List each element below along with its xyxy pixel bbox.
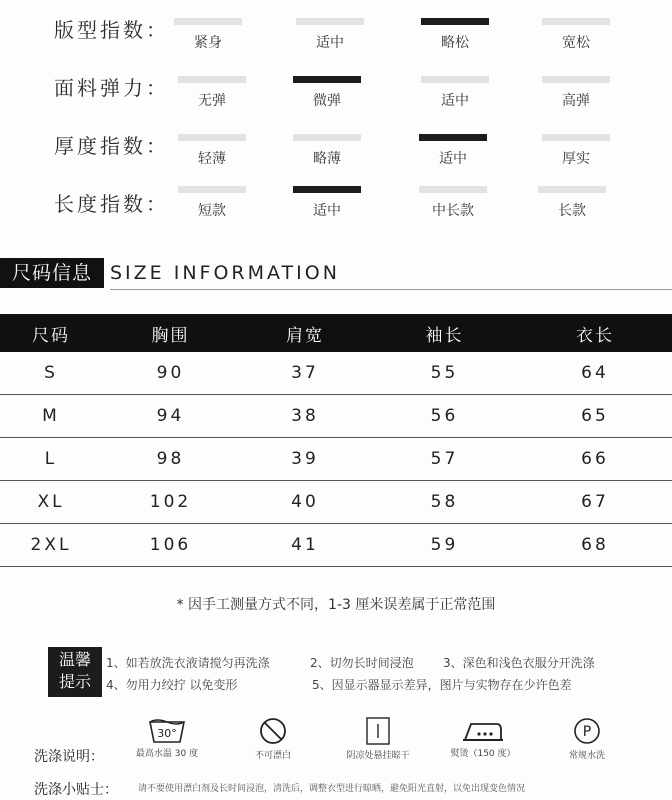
tips-title: 提示 bbox=[58, 672, 91, 691]
table-row bbox=[0, 438, 672, 481]
table-row bbox=[0, 352, 672, 395]
wash-item: 不可漂白 bbox=[218, 716, 328, 761]
table-cell: 55 bbox=[371, 352, 518, 395]
wash-instructions-label: 洗涤说明： bbox=[34, 749, 104, 765]
table-cell: 102 bbox=[102, 481, 239, 524]
wash-tip-text: 请不要使用漂白剂及长时间浸泡，清洗后，调整衣型进行晾晒，避免阳光直射，以免出现变色情况 bbox=[138, 784, 526, 794]
table-cell: 65 bbox=[518, 395, 672, 438]
table-cell: 98 bbox=[102, 438, 239, 481]
table-cell: 37 bbox=[239, 352, 371, 395]
table-cell: 94 bbox=[102, 395, 239, 438]
index-option: 厚实 bbox=[541, 134, 611, 168]
table-cell: 59 bbox=[371, 524, 518, 567]
table-row bbox=[0, 395, 672, 438]
table-cell: 2XL bbox=[0, 524, 102, 567]
table-cell: 68 bbox=[518, 524, 672, 567]
dry-clean-icon bbox=[572, 716, 602, 746]
table-header-row bbox=[0, 314, 672, 352]
index-option: 适中 bbox=[420, 76, 490, 110]
wash-item: 阴凉处悬挂晾干 bbox=[323, 716, 433, 761]
index-option: 无弹 bbox=[177, 76, 247, 110]
index-option: 适中 bbox=[295, 18, 365, 52]
size-info-title: 尺码信息 bbox=[0, 258, 104, 288]
table-row bbox=[0, 481, 672, 524]
divider bbox=[110, 289, 672, 290]
table-cell: 67 bbox=[518, 481, 672, 524]
table-cell: 58 bbox=[371, 481, 518, 524]
column-header: 袖长 bbox=[371, 314, 518, 352]
wash-tip-label: 洗涤小贴士： bbox=[34, 782, 118, 798]
hang-dry-icon bbox=[365, 716, 391, 746]
column-header: 肩宽 bbox=[239, 314, 371, 352]
index-option-selected: 适中 bbox=[292, 186, 362, 220]
index-label: 长度指数： bbox=[54, 192, 169, 216]
table-row bbox=[0, 524, 672, 567]
table-cell: 57 bbox=[371, 438, 518, 481]
svg-text:30°: 30° bbox=[157, 727, 177, 740]
index-option: 高弹 bbox=[541, 76, 611, 110]
tip-item: 1、如若放洗衣液请搅匀再洗涤 bbox=[106, 656, 270, 670]
table-cell: 41 bbox=[239, 524, 371, 567]
table-cell: XL bbox=[0, 481, 102, 524]
tips-badge bbox=[48, 647, 102, 697]
table-cell: 64 bbox=[518, 352, 672, 395]
size-info-title-en: SIZE INFORMATION bbox=[110, 262, 340, 284]
column-header: 衣长 bbox=[518, 314, 672, 352]
wash-item: P 常规水洗 bbox=[532, 716, 642, 761]
svg-text:P: P bbox=[582, 724, 592, 740]
tip-item: 2、切勿长时间浸泡 bbox=[310, 656, 414, 670]
table-cell: 38 bbox=[239, 395, 371, 438]
index-label: 厚度指数： bbox=[54, 134, 169, 158]
table-cell: 56 bbox=[371, 395, 518, 438]
tip-item: 4、勿用力绞拧 以免变形 bbox=[106, 678, 238, 692]
tip-item: 3、深色和浅色衣服分开洗涤 bbox=[443, 656, 595, 670]
table-cell: 40 bbox=[239, 481, 371, 524]
index-label: 版型指数： bbox=[54, 18, 169, 42]
index-option: 紧身 bbox=[173, 18, 243, 52]
index-option: 轻薄 bbox=[177, 134, 247, 168]
iron-icon bbox=[461, 716, 505, 744]
index-option: 宽松 bbox=[541, 18, 611, 52]
column-header: 胸围 bbox=[102, 314, 239, 352]
index-option: 长款 bbox=[537, 186, 607, 220]
table-cell: S bbox=[0, 352, 102, 395]
index-option-selected: 略松 bbox=[420, 18, 490, 52]
table-cell: L bbox=[0, 438, 102, 481]
table-cell: 106 bbox=[102, 524, 239, 567]
no-bleach-icon bbox=[258, 716, 288, 746]
index-option: 略薄 bbox=[292, 134, 362, 168]
index-option: 中长款 bbox=[418, 186, 488, 220]
index-option-selected: 适中 bbox=[418, 134, 488, 168]
wash-item: 熨烫（150 度） bbox=[428, 716, 538, 759]
table-cell: 90 bbox=[102, 352, 239, 395]
index-option: 短款 bbox=[177, 186, 247, 220]
tip-item: 5、因显示器显示差异，图片与实物存在少许色差 bbox=[312, 678, 572, 692]
wash-30-icon bbox=[147, 716, 187, 744]
table-cell: 66 bbox=[518, 438, 672, 481]
size-table bbox=[0, 314, 672, 567]
table-cell: M bbox=[0, 395, 102, 438]
wash-item: 30° 最高水温 30 度 bbox=[112, 716, 222, 759]
table-cell: 39 bbox=[239, 438, 371, 481]
tips-title: 温馨 bbox=[58, 650, 91, 669]
index-option-selected: 微弹 bbox=[292, 76, 362, 110]
measurement-note: * 因手工测量方式不同，1-3 厘米误差属于正常范围 bbox=[176, 597, 496, 613]
index-label: 面料弹力： bbox=[54, 76, 169, 100]
column-header: 尺码 bbox=[0, 314, 102, 352]
